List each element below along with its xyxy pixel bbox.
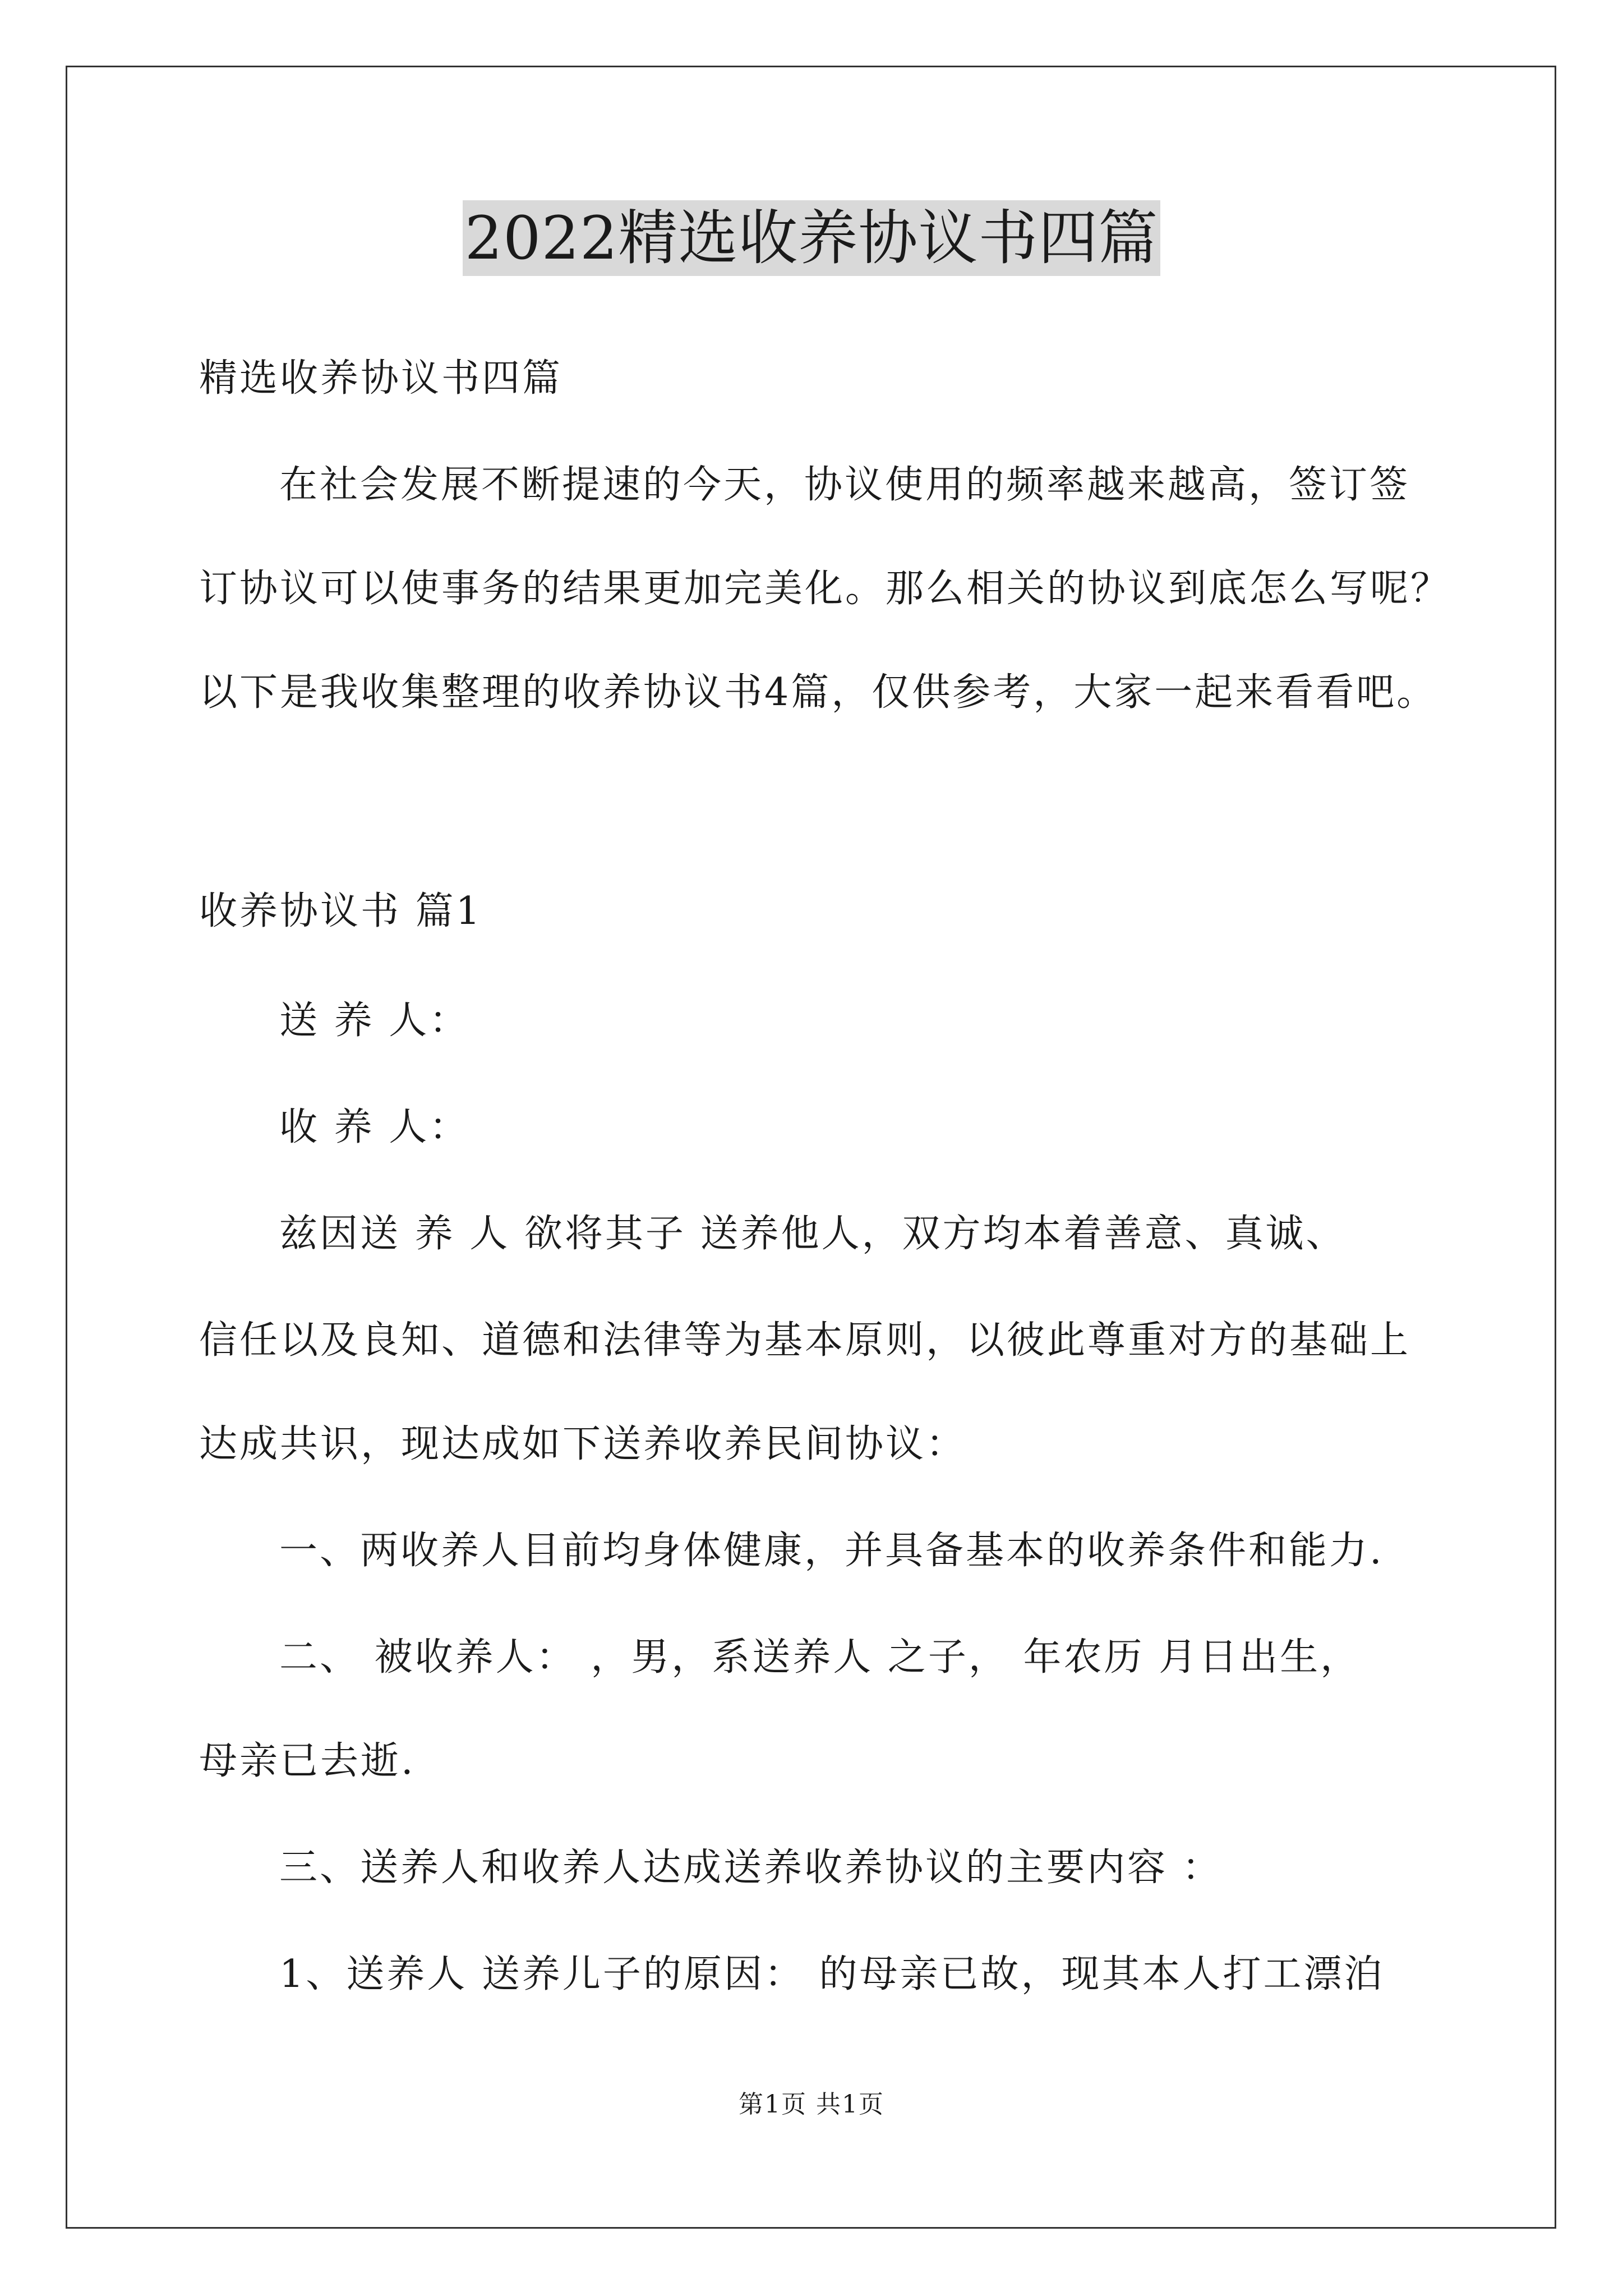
document-title-text: 2022精选收养协议书四篇 [463,200,1161,276]
body-line-1: 兹因送 养 人 欲将其子 送养他人，双方均本着善意、真诚、 [279,1212,1347,1256]
body-line-8: 1、送养人 送养儿子的原因： 的母亲已故，现其本人打工漂泊 [279,1952,1385,1996]
body-line-6: 母亲已去逝. [199,1739,416,1783]
intro-line-3: 以下是我收集整理的收养协议书4篇，仅供参考，大家一起来看看吧。 [199,670,1437,715]
party-sender-label: 送 养 人： [279,999,470,1043]
intro-line-2: 订协议可以使事务的结果更加完美化。那么相关的协议到底怎么写呢？ [199,567,1451,611]
page-footer: 第1页 共1页 [739,2090,884,2119]
party-adopter-label: 收 养 人： [279,1105,470,1149]
body-line-4: 一、两收养人目前均身体健康，并具备基本的收养条件和能力. [279,1529,1384,1573]
document-title [0,202,1623,275]
body-line-3: 达成共识，现达成如下送养收养民间协议： [199,1422,967,1466]
intro-line-1: 在社会发展不断提速的今天，协议使用的频率越来越高，签订签 [279,463,1410,507]
body-line-7: 三、送养人和收养人达成送养收养协议的主要内容 ： [279,1846,1223,1890]
document-subtitle: 精选收养协议书四篇 [199,356,563,401]
body-line-5: 二、 被收养人： ，男，系送养人 之子， 年农历 月日出生， [279,1635,1361,1680]
body-line-2: 信任以及良知、道德和法律等为基本原则，以彼此尊重对方的基础上 [199,1318,1411,1363]
section-heading: 收养协议书 篇1 [199,889,482,933]
